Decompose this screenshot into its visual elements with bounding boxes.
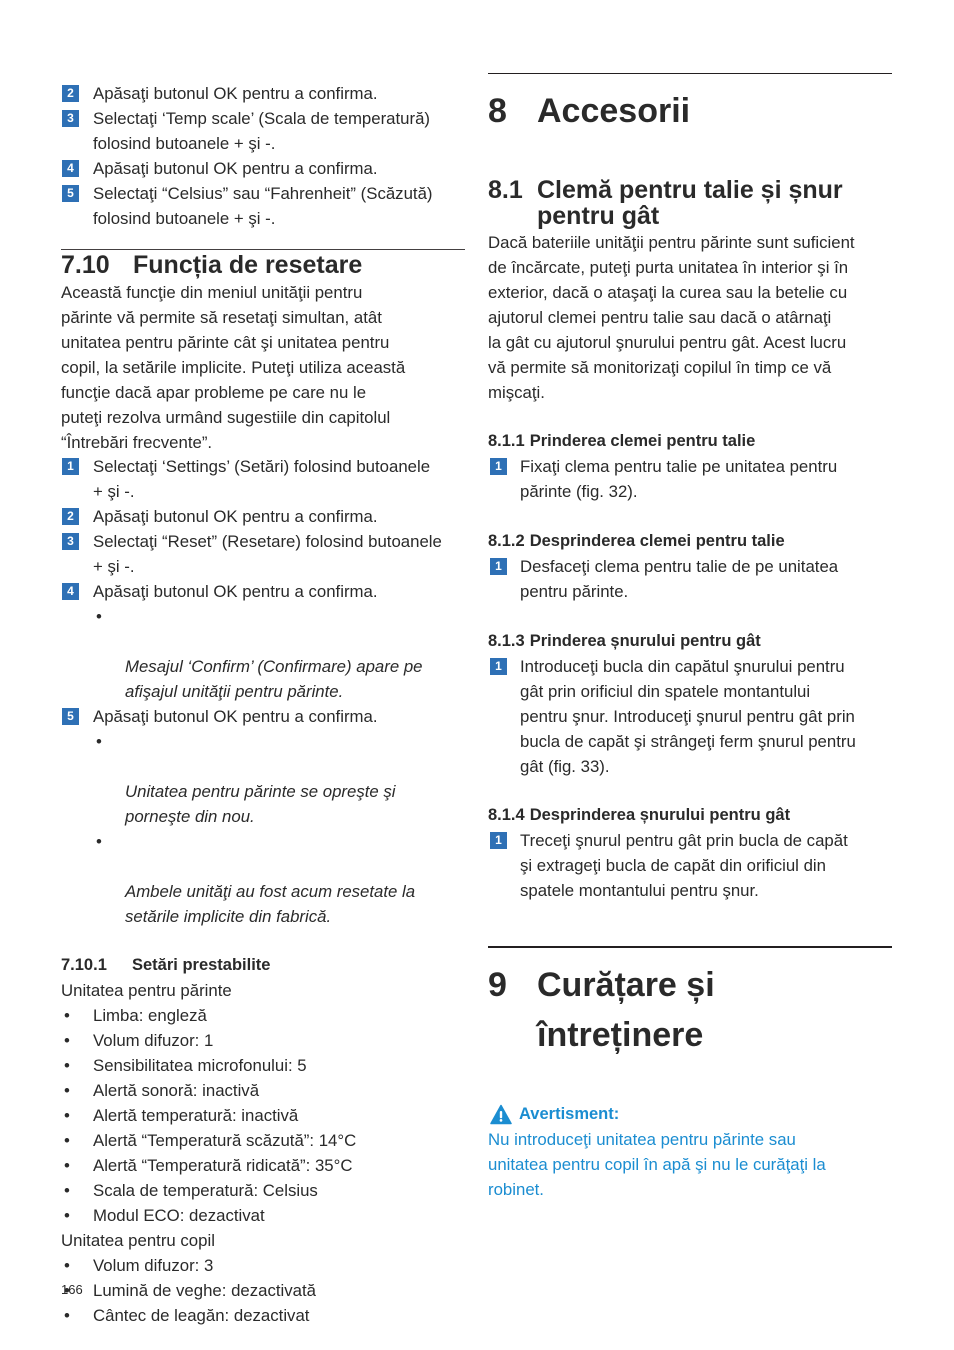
subsection-title: Prinderea clemei pentru talie bbox=[529, 431, 756, 450]
step-item bbox=[61, 454, 465, 504]
subsection-heading-8-1-3 bbox=[488, 629, 892, 654]
section-number: 7.10 bbox=[61, 251, 110, 279]
chapter-number: 9 bbox=[488, 966, 507, 1004]
subsection-title: Desprinderea clemei pentru talie bbox=[529, 531, 785, 550]
list-item bbox=[61, 1003, 465, 1028]
baby-unit-defaults-list bbox=[61, 1253, 465, 1328]
bullet-icon bbox=[64, 1028, 70, 1053]
list-item bbox=[61, 1128, 465, 1153]
step-item bbox=[61, 529, 465, 579]
chapter-heading-8 bbox=[488, 86, 892, 136]
chapter-title: Accesorii bbox=[537, 92, 691, 130]
step-item bbox=[61, 704, 465, 929]
list-item-text: Scala de temperatură: Celsius bbox=[93, 1180, 318, 1200]
step-item bbox=[61, 156, 465, 181]
step-note bbox=[93, 829, 465, 929]
subsection-heading-8-1-2 bbox=[488, 529, 892, 554]
section-divider bbox=[61, 249, 465, 250]
step-number-badge: 1 bbox=[490, 832, 507, 849]
section-heading-7-10 bbox=[61, 252, 465, 278]
step-item bbox=[61, 81, 465, 106]
subsection-number: 8.1.3 bbox=[488, 631, 525, 650]
list-item-text: Limba: engleză bbox=[93, 1005, 207, 1025]
note-text: Mesajul ‘Confirm’ (Confirmare) apare pe afişajul unităţii pentru părinte. bbox=[125, 656, 423, 701]
bullet-icon bbox=[96, 829, 102, 854]
step-item bbox=[61, 579, 465, 704]
step-item bbox=[488, 554, 892, 604]
step-item bbox=[61, 106, 465, 156]
step-text: Selectaţi ‘Settings’ (Setări) folosind butoanele + şi -. bbox=[93, 456, 431, 501]
subsection-heading-7-10-1 bbox=[61, 953, 465, 978]
subsection-title: Desprinderea șnurului pentru gât bbox=[529, 805, 791, 824]
list-item-text: Lumină de veghe: dezactivată bbox=[93, 1280, 316, 1300]
subsection-heading-8-1-1 bbox=[488, 429, 892, 454]
chapter-divider bbox=[488, 946, 892, 948]
page-number: 166 bbox=[61, 1282, 83, 1297]
step-number-badge: 3 bbox=[62, 533, 79, 550]
subsection-title: Setări prestabilite bbox=[132, 955, 271, 974]
list-item bbox=[61, 1103, 465, 1128]
step-text: Apăsaţi butonul OK pentru a confirma. bbox=[93, 581, 378, 601]
chapter-heading-9 bbox=[488, 960, 892, 1060]
warning-heading bbox=[488, 1102, 892, 1127]
step-text: Apăsaţi butonul OK pentru a confirma. bbox=[93, 506, 378, 526]
step-number-badge: 5 bbox=[62, 185, 79, 202]
bullet-icon bbox=[64, 1103, 70, 1128]
list-item-text: Volum difuzor: 3 bbox=[93, 1255, 214, 1275]
reset-paragraph: Această funcţie din meniul unităţii pentru părinte vă permite să resetaţi simultan, atât unitatea pentru părinte cât şi unitatea pentru copil, la setările implicite. Puteţi utiliza această funcţie dacă apar probleme pe care nu le puteţi rezolva urmând sugestiile din capitolul “Întrebări frecvente”. bbox=[61, 282, 406, 452]
step-text: Treceţi şnurul pentru gât prin bucla de capăt şi extrageţi bucla de capăt din orificiul din spatele montantului pentru şnur. bbox=[520, 830, 848, 900]
step-number-badge: 2 bbox=[62, 85, 79, 102]
bullet-icon bbox=[64, 1003, 70, 1028]
parent-unit-label: Unitatea pentru părinte bbox=[61, 980, 232, 1000]
step-number-badge: 3 bbox=[62, 110, 79, 127]
list-item bbox=[61, 1053, 465, 1078]
step-number-badge: 1 bbox=[62, 458, 79, 475]
list-item bbox=[61, 1253, 465, 1278]
step-item bbox=[488, 454, 892, 504]
chapter-number: 8 bbox=[488, 92, 507, 130]
list-item bbox=[61, 1153, 465, 1178]
step-number-badge: 1 bbox=[490, 658, 507, 675]
bullet-icon bbox=[96, 604, 102, 629]
list-item-text: Volum difuzor: 1 bbox=[93, 1030, 214, 1050]
list-item bbox=[61, 1178, 465, 1203]
step-note bbox=[93, 729, 465, 829]
list-item bbox=[61, 1278, 465, 1303]
bullet-icon bbox=[64, 1303, 70, 1328]
warning-icon bbox=[490, 1104, 512, 1125]
step-text: Desfaceţi clema pentru talie de pe unitatea pentru părinte. bbox=[520, 556, 839, 601]
list-item bbox=[61, 1303, 465, 1328]
step-item bbox=[61, 504, 465, 529]
list-item-text: Cântec de leagăn: dezactivat bbox=[93, 1305, 310, 1325]
parent-unit-defaults-list bbox=[61, 1003, 465, 1228]
subsection-number: 8.1.4 bbox=[488, 805, 525, 824]
bullet-icon bbox=[64, 1078, 70, 1103]
step-number-badge: 4 bbox=[62, 583, 79, 600]
list-item-text: Modul ECO: dezactivat bbox=[93, 1205, 265, 1225]
bullet-icon bbox=[64, 1153, 70, 1178]
step-item bbox=[61, 181, 465, 231]
step-text: Selectaţi “Reset” (Resetare) folosind butoanele + şi -. bbox=[93, 531, 442, 576]
step-item bbox=[488, 654, 892, 779]
step-note bbox=[93, 604, 465, 704]
step-number-badge: 1 bbox=[490, 458, 507, 475]
section-title: Funcția de resetare bbox=[133, 251, 363, 279]
bullet-icon bbox=[64, 1253, 70, 1278]
step-item bbox=[488, 828, 892, 903]
bullet-icon bbox=[64, 1203, 70, 1228]
list-item-text: Alertă “Temperatură scăzută”: 14°C bbox=[93, 1130, 357, 1150]
section-heading-8-1 bbox=[488, 177, 892, 229]
reset-steps bbox=[61, 454, 465, 929]
step-number-badge: 1 bbox=[490, 558, 507, 575]
subsection-heading-8-1-4 bbox=[488, 803, 892, 828]
step-number-badge: 4 bbox=[62, 160, 79, 177]
baby-unit-label: Unitatea pentru copil bbox=[61, 1230, 215, 1250]
list-item-text: Alertă “Temperatură ridicată”: 35°C bbox=[93, 1155, 353, 1175]
subsection-number: 8.1.1 bbox=[488, 431, 525, 450]
subsection-title: Prinderea șnurului pentru gât bbox=[529, 631, 761, 650]
note-text: Ambele unităţi au fost acum resetate la setările implicite din fabrică. bbox=[125, 881, 416, 926]
step-text: Apăsaţi butonul OK pentru a confirma. bbox=[93, 83, 378, 103]
left-column bbox=[61, 0, 465, 1328]
list-item bbox=[61, 1028, 465, 1053]
chapter-divider bbox=[488, 73, 892, 75]
section-number: 8.1 bbox=[488, 176, 523, 204]
intro-steps bbox=[61, 81, 465, 231]
accessories-paragraph: Dacă bateriile unităţii pentru părinte sunt suficient de încărcate, puteţi purta unitatea în interior şi în exterior, dacă o ataşaţi la curea sau la betelie cu ajutorul clemei pentru talie sau dacă o atârnaţi la gât cu ajutorul şnurului pentru gât. Acest lucru vă permite să monitorizaţi copilul în timp ce vă mişcaţi. bbox=[488, 232, 855, 402]
warning-label: Avertisment: bbox=[519, 1104, 620, 1123]
list-item-text: Alertă sonoră: inactivă bbox=[93, 1080, 260, 1100]
subsection-number: 7.10.1 bbox=[61, 955, 107, 974]
step-number-badge: 5 bbox=[62, 708, 79, 725]
list-item-text: Alertă temperatură: inactivă bbox=[93, 1105, 299, 1125]
bullet-icon bbox=[96, 729, 102, 754]
list-item-text: Sensibilitatea microfonului: 5 bbox=[93, 1055, 307, 1075]
step-number-badge: 2 bbox=[62, 508, 79, 525]
step-text: Selectaţi ‘Temp scale’ (Scala de temperatură) folosind butoanele + şi -. bbox=[93, 108, 431, 153]
note-text: Unitatea pentru părinte se opreşte şi porneşte din nou. bbox=[125, 781, 396, 826]
chapter-title: Curățare și întreținere bbox=[537, 966, 715, 1054]
bullet-icon bbox=[64, 1178, 70, 1203]
bullet-icon bbox=[64, 1128, 70, 1153]
step-text: Introduceţi bucla din capătul şnurului pentru gât prin orificiul din spatele montantului pentru şnur. Introduceţi şnurul pentru gât prin bucla de capăt şi strângeţi ferm şnurul pentru gât (fig. 33). bbox=[520, 656, 856, 776]
subsection-number: 8.1.2 bbox=[488, 531, 525, 550]
section-title: Clemă pentru talie și șnur pentru gât bbox=[537, 176, 843, 230]
step-text: Apăsaţi butonul OK pentru a confirma. bbox=[93, 158, 378, 178]
bullet-icon bbox=[64, 1053, 70, 1078]
list-item bbox=[61, 1078, 465, 1103]
step-text: Selectaţi “Celsius” sau “Fahrenheit” (Scăzută) folosind butoanele + şi -. bbox=[93, 183, 433, 228]
step-text: Fixaţi clema pentru talie pe unitatea pentru părinte (fig. 32). bbox=[520, 456, 838, 501]
right-column bbox=[488, 0, 892, 1202]
step-text: Apăsaţi butonul OK pentru a confirma. bbox=[93, 706, 378, 726]
warning-text: Nu introduceţi unitatea pentru părinte sau unitatea pentru copil în apă şi nu le curăţaţi la robinet. bbox=[488, 1129, 826, 1199]
list-item bbox=[61, 1203, 465, 1228]
